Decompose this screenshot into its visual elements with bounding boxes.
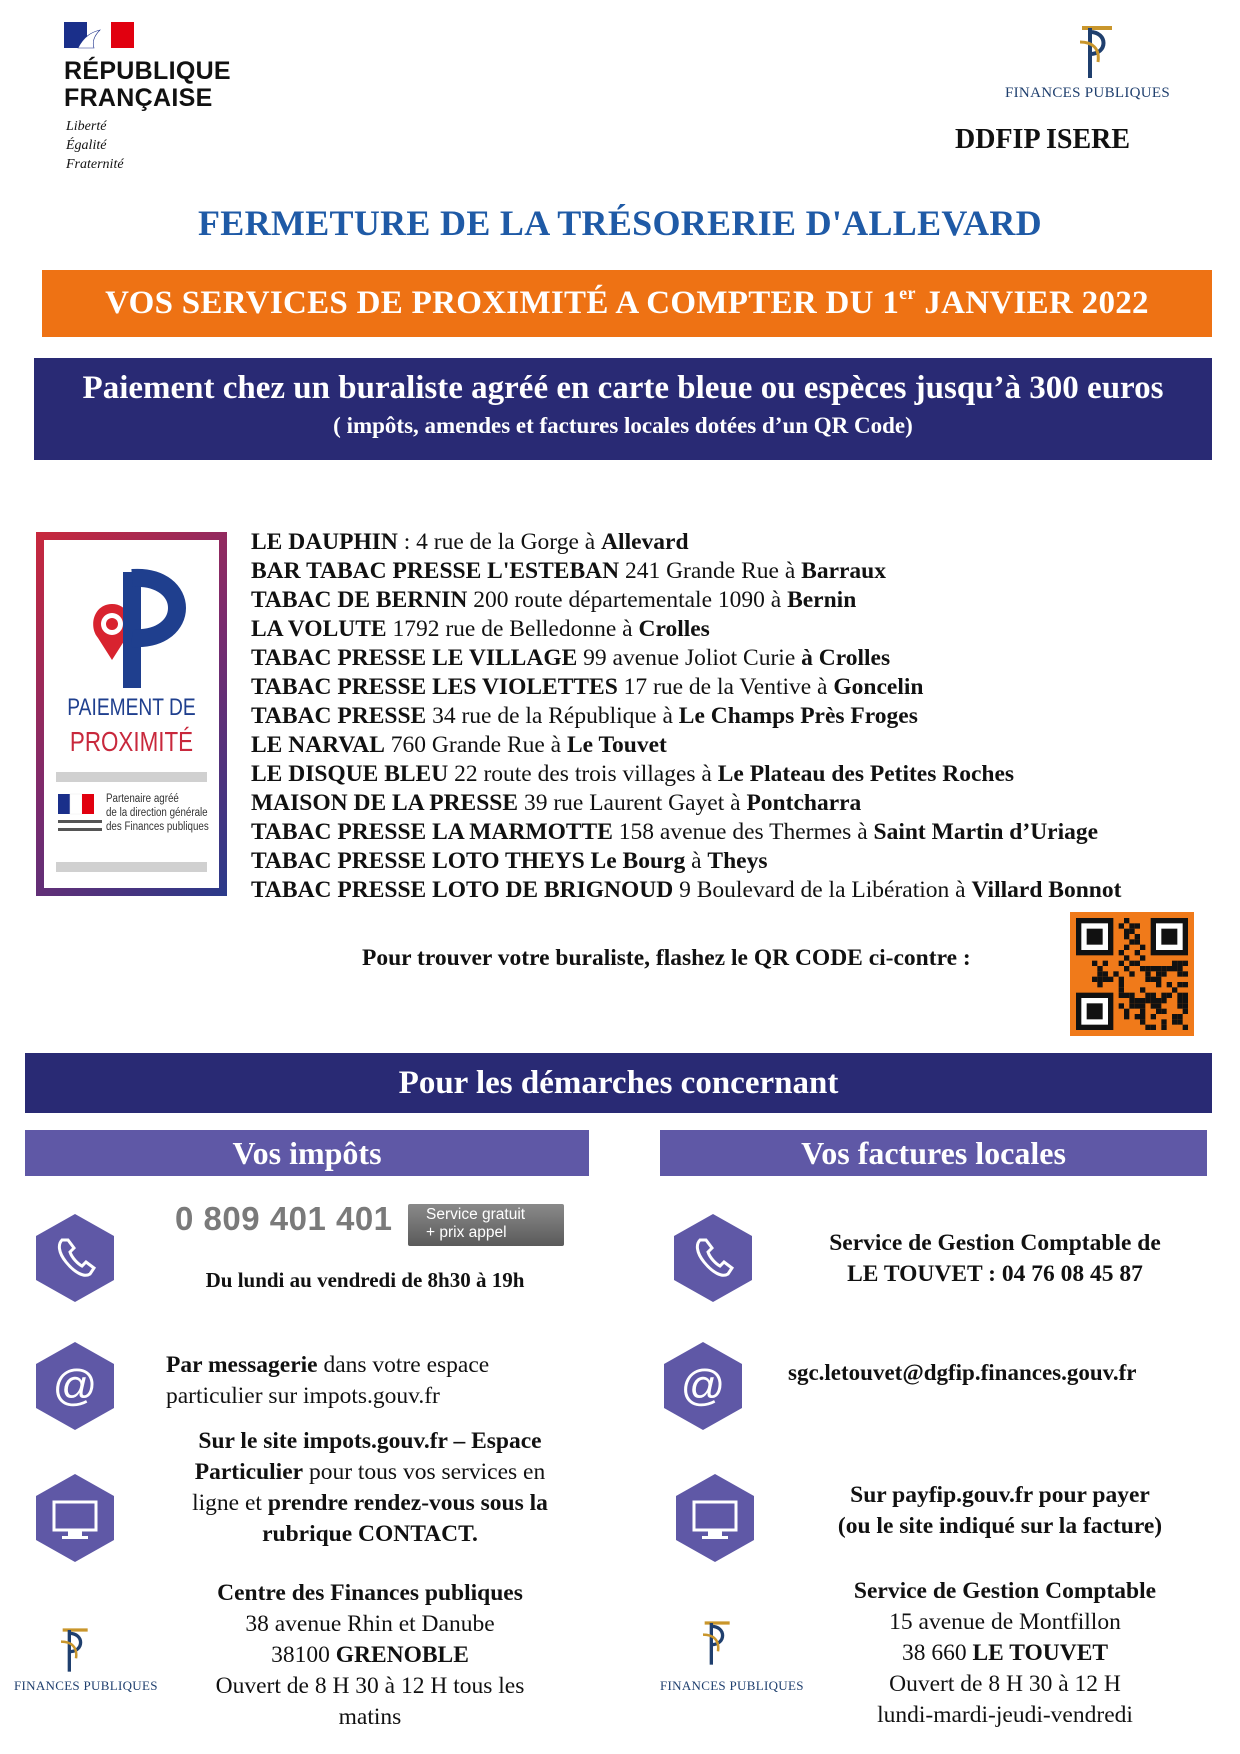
finances-publiques-logo: [1062, 22, 1122, 82]
buraliste-name: MAISON DE LA PRESSE: [251, 790, 519, 816]
buraliste-item: [251, 644, 1121, 673]
buraliste-city: Theys: [707, 848, 768, 874]
buraliste-name: TABAC PRESSE LA MARMOTTE: [251, 819, 613, 845]
buraliste-city: Le Touvet: [566, 732, 667, 758]
phone-icon: [670, 1210, 756, 1306]
qr-code[interactable]: [1070, 912, 1194, 1036]
badge-divider: [56, 772, 207, 782]
buraliste-name: LE DAUPHIN: [251, 529, 398, 555]
buraliste-item: [251, 789, 1121, 818]
republique-francaise-label: RÉPUBLIQUE FRANÇAISE: [64, 57, 231, 112]
buraliste-item: [251, 615, 1121, 644]
svg-text:@: @: [680, 1361, 726, 1410]
buraliste-item: [251, 528, 1121, 557]
buraliste-list: [251, 528, 1121, 905]
factures-section-title: Vos factures locales: [660, 1130, 1207, 1176]
buraliste-item: [251, 557, 1121, 586]
buraliste-name: TABAC PRESSE LES VIOLETTES: [251, 674, 618, 700]
buraliste-address: 34 rue de la République à: [426, 703, 679, 729]
buraliste-city: Le Plateau des Petites Roches: [717, 761, 1015, 787]
buraliste-address: 39 rue Laurent Gayet à: [518, 790, 747, 816]
svg-text:@: @: [52, 1361, 98, 1410]
impots-phone-number[interactable]: 0 809 401 401: [175, 1200, 393, 1237]
buraliste-address: 17 rue de la Ventive à: [617, 674, 834, 700]
demarches-header: Pour les démarches concernant: [25, 1053, 1212, 1113]
qr-code-pattern: [1076, 918, 1188, 1030]
buraliste-city: Le Champs Près Froges: [678, 703, 918, 729]
impots-messagerie-text: Par messagerie dans votre espace particulier sur impots.gouv.fr: [166, 1352, 490, 1409]
buraliste-city: Villard Bonnot: [971, 877, 1122, 903]
buraliste-item: [251, 876, 1121, 905]
buraliste-name: LE NARVAL: [251, 732, 385, 758]
buraliste-city: Crolles: [638, 616, 710, 642]
payment-headline: Paiement chez un buraliste agréé en carte bleue ou espèces jusqu’à 300 euros: [82, 370, 1164, 406]
paiement-proximite-badge: [36, 532, 227, 896]
buraliste-address: 22 route des trois villages à: [448, 761, 718, 787]
at-sign-icon: [32, 1338, 118, 1434]
buraliste-item: [251, 731, 1121, 760]
buraliste-item: [251, 818, 1121, 847]
buraliste-address: 9 Boulevard de la Libération à: [673, 877, 972, 903]
buraliste-city: Allevard: [601, 529, 689, 555]
payfip-text: Sur payfip.gouv.fr pour payer (ou le site indiqué sur la facture): [837, 1482, 1163, 1539]
badge-divider: [56, 862, 207, 872]
sgc-contact: Service de Gestion Comptable de LE TOUVET : 04 76 08 45 87: [829, 1230, 1161, 1287]
impots-site-text: Sur le site impots.gouv.fr – Espace Particulier pour tous vos services en ligne et prendre rendez-vous sous la rubrique CONTACT.: [192, 1428, 548, 1547]
partner-text: Partenaire agréé de la direction générale des Finances publiques: [106, 793, 209, 833]
buraliste-name: TABAC PRESSE LOTO THEYS Le Bourg: [251, 848, 686, 874]
at-sign-icon: [660, 1338, 746, 1434]
buraliste-item: [251, 760, 1121, 789]
badge-text-line2: PROXIMITÉ: [69, 726, 194, 757]
buraliste-name: TABAC PRESSE LE VILLAGE: [251, 645, 578, 671]
page-title: FERMETURE DE LA TRÉSORERIE D'ALLEVARD: [198, 203, 1042, 243]
republic-motto: Liberté Égalité Fraternité: [66, 119, 124, 172]
buraliste-name: LA VOLUTE: [251, 616, 387, 642]
buraliste-item: [251, 702, 1121, 731]
buraliste-address: 158 avenue des Thermes à: [612, 819, 874, 845]
buraliste-address: 760 Grande Rue à: [384, 732, 567, 758]
qr-instruction: Pour trouver votre buraliste, flashez le QR CODE ci-contre :: [362, 945, 971, 971]
service-gratuit-badge: Service gratuit + prix appel: [408, 1204, 564, 1246]
buraliste-address: à: [685, 848, 708, 874]
computer-icon: [672, 1470, 758, 1566]
payment-subline: ( impôts, amendes et factures locales dotées d’un QR Code): [333, 413, 913, 438]
buraliste-item: [251, 586, 1121, 615]
buraliste-city: Saint Martin d’Uriage: [873, 819, 1099, 845]
finances-publiques-label: FINANCES PUBLIQUES: [1005, 85, 1171, 101]
buraliste-name: TABAC PRESSE LOTO DE BRIGNOUD: [251, 877, 674, 903]
department-label: DDFIP ISERE: [955, 124, 1131, 155]
buraliste-name: TABAC PRESSE: [251, 703, 427, 729]
buraliste-name: TABAC DE BERNIN: [251, 587, 468, 613]
buraliste-name: BAR TABAC PRESSE L'ESTEBAN: [251, 558, 620, 584]
buraliste-address: 200 route départementale 1090 à: [467, 587, 788, 613]
finances-publiques-logo: [46, 1625, 96, 1675]
buraliste-address: : 4 rue de la Gorge à: [397, 529, 602, 555]
sgc-email[interactable]: sgc.letouvet@dgfip.finances.gouv.fr: [788, 1360, 1137, 1385]
buraliste-address: 1792 rue de Belledonne à: [386, 616, 639, 642]
buraliste-item: [251, 847, 1121, 876]
badge-text-line1: PAIEMENT DE: [67, 694, 196, 721]
buraliste-name: LE DISQUE BLEU: [251, 761, 449, 787]
impots-center-address: Centre des Finances publiques 38 avenue Rhin et Danube 38100 GRENOBLE Ouvert de 8 H 30 à 12 H tous les matins: [215, 1580, 525, 1730]
buraliste-city: Goncelin: [833, 674, 924, 700]
buraliste-city: Pontcharra: [746, 790, 862, 816]
buraliste-city: Barraux: [801, 558, 886, 584]
impots-section-title: Vos impôts: [25, 1130, 589, 1176]
buraliste-address: 99 avenue Joliot Curie: [577, 645, 802, 671]
impots-phone-hours: Du lundi au vendredi de 8h30 à 19h: [205, 1268, 525, 1292]
sgc-center-address: Service de Gestion Comptable 15 avenue de Montfillon 38 660 LE TOUVET Ouvert de 8 H 30 à 12 H lundi-mardi-jeudi-vendredi: [853, 1578, 1157, 1728]
finances-publiques-logo: [688, 1618, 738, 1668]
phone-icon: [32, 1210, 118, 1306]
payment-info-box: [34, 358, 1212, 460]
buraliste-item: [251, 673, 1121, 702]
services-banner: VOS SERVICES DE PROXIMITÉ A COMPTER DU 1er JANVIER 2022: [42, 270, 1212, 337]
buraliste-city: Bernin: [787, 587, 857, 613]
finances-publiques-label: FINANCES PUBLIQUES: [660, 1678, 804, 1693]
finances-publiques-label: FINANCES PUBLIQUES: [14, 1678, 158, 1693]
buraliste-address: 241 Grande Rue à: [619, 558, 802, 584]
computer-icon: [32, 1470, 118, 1566]
buraliste-city: à Crolles: [801, 645, 891, 671]
marianne-logo: [64, 22, 134, 52]
location-pin-p-icon: [84, 564, 194, 694]
